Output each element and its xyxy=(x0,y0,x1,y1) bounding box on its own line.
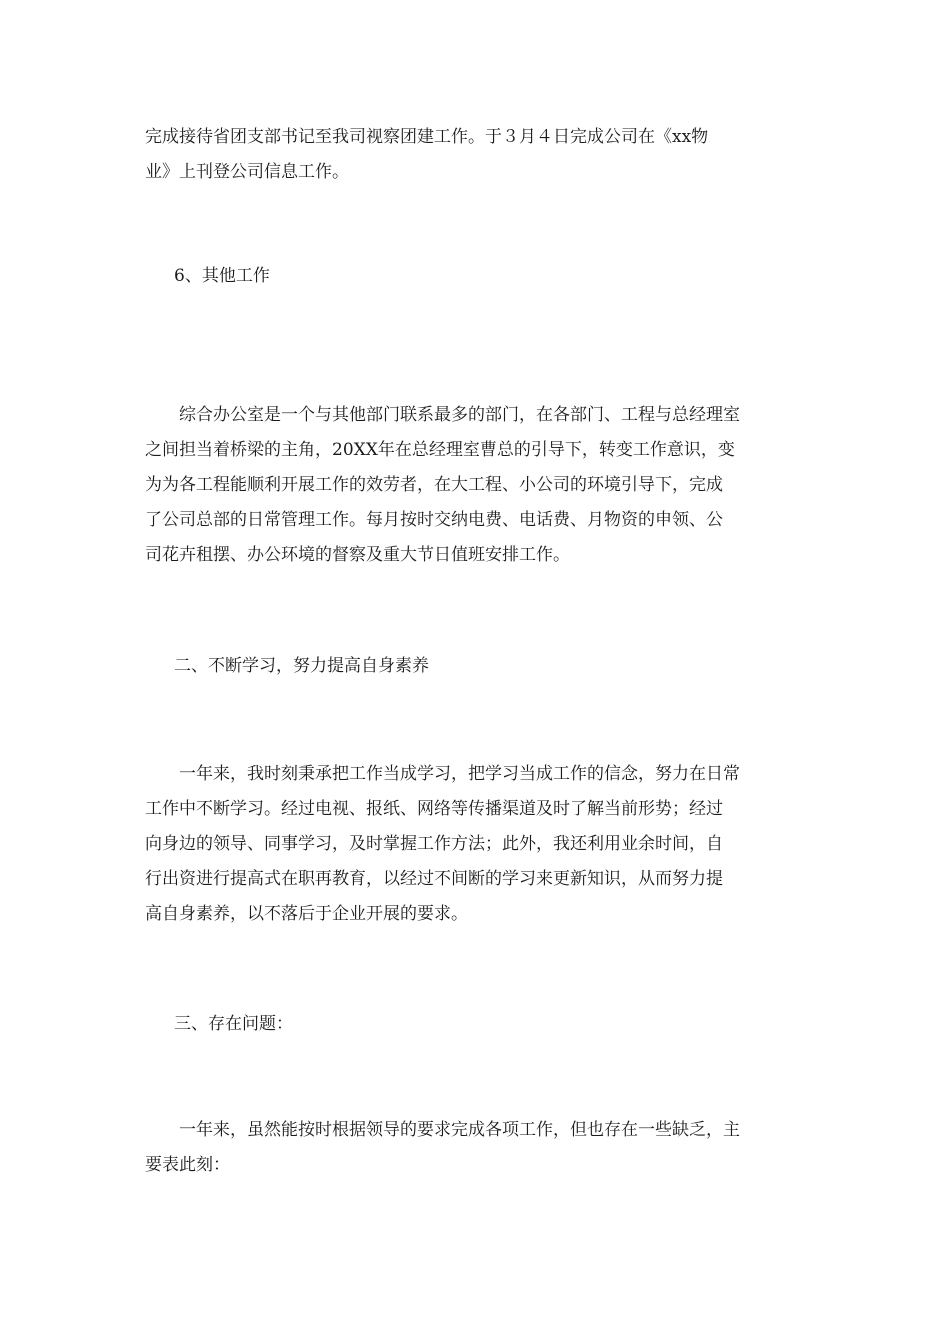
paragraph-line: 高自身素养，以不落后于企业开展的要求。 xyxy=(145,904,468,924)
paragraph-line: 司花卉租摆、办公环境的督察及重大节日值班安排工作。 xyxy=(145,545,570,565)
paragraph-line: 业》上刊登公司信息工作。 xyxy=(145,162,349,182)
paragraph-problems xyxy=(145,1113,810,1183)
paragraph-line: 之间担当着桥梁的主角，20XX年在总经理室曹总的引导下，转变工作意识，变 xyxy=(145,440,735,460)
paragraph-line: 工作中不断学习。经过电视、报纸、网络等传播渠道及时了解当前形势；经过 xyxy=(145,799,723,819)
paragraph-line: 要表此刻： xyxy=(145,1155,230,1175)
section-heading-other-work: 6、其他工作 xyxy=(174,266,270,286)
paragraph-line: 一年来，虽然能按时根据领导的要求完成各项工作，但也存在一些缺乏，主 xyxy=(145,1120,740,1140)
section-heading-continuous-learning: 二、不断学习，努力提高自身素养 xyxy=(174,656,429,676)
paragraph-line: 向身边的领导、同事学习，及时掌握工作方法；此外，我还利用业余时间，自 xyxy=(145,834,723,854)
paragraph-line: 行出资进行提高式在职再教育，以经过不间断的学习来更新知识，从而努力提 xyxy=(145,869,723,889)
paragraph-line: 综合办公室是一个与其他部门联系最多的部门，在各部门、工程与总经理室 xyxy=(145,405,740,425)
paragraph-learning xyxy=(145,757,810,932)
paragraph-line: 一年来，我时刻秉承把工作当成学习，把学习当成工作的信念，努力在日常 xyxy=(145,764,740,784)
paragraph-line: 了公司总部的日常管理工作。每月按时交纳电费、电话费、月物资的申领、公 xyxy=(145,510,723,530)
section-heading-problems: 三、存在问题： xyxy=(174,1014,293,1034)
paragraph-line: 完成接待省团支部书记至我司视察团建工作。于３月４日完成公司在《xx物 xyxy=(145,127,709,147)
paragraph-line: 为为各工程能顺利开展工作的效劳者，在大工程、小公司的环境引导下，完成 xyxy=(145,475,723,495)
paragraph-team-building xyxy=(145,120,810,190)
paragraph-general-office xyxy=(145,398,810,573)
